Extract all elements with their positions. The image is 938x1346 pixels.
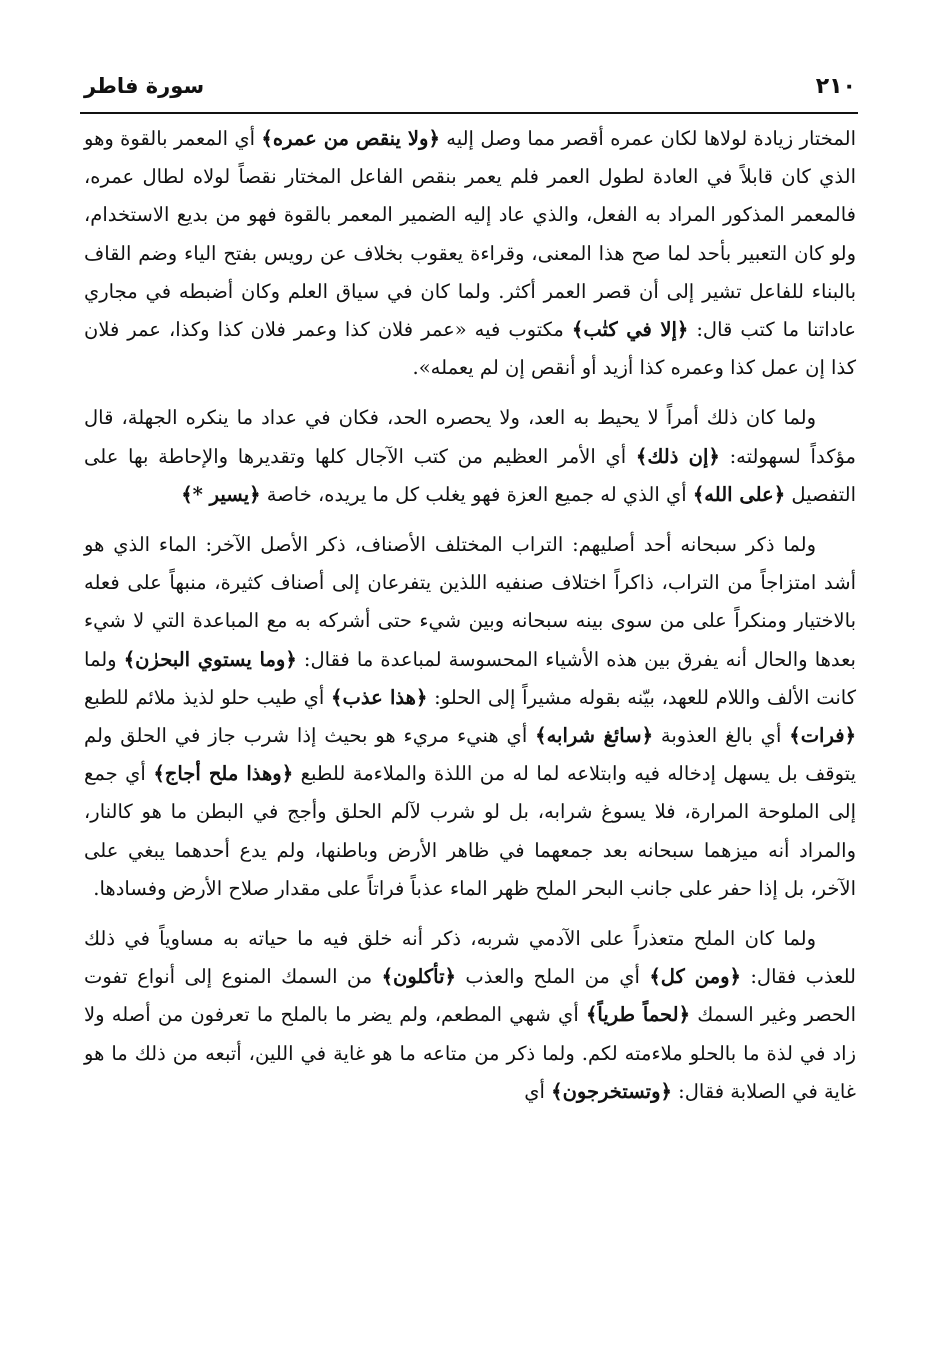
- quran-bracket: ﴾: [331, 685, 343, 709]
- quran-bracket: ﴿: [660, 1079, 672, 1103]
- running-title: سورة فاطر: [84, 74, 205, 98]
- text-run: المختار زيادة لولاها لكان عمره أقصر مما وصل إليه: [439, 127, 856, 150]
- quran-bracket: ﴾: [123, 647, 136, 671]
- page-number: ٢١٠: [815, 74, 856, 99]
- quran-quote: وما يستوي البحرٰن: [135, 647, 286, 671]
- text-run: من السمك المنوع إلى أنواع تفوت الحصر وغير السمك: [84, 965, 856, 1027]
- text-run: أي الذي له جميع العزة فهو يغلب كل ما يريده، خاصة: [260, 482, 693, 506]
- paragraph: [84, 120, 856, 387]
- quran-quote: إن ذلك: [647, 444, 709, 468]
- text-run: أي طيب حلو لذيذ ملائم للطبع: [84, 685, 332, 709]
- paragraph: [84, 920, 856, 1111]
- quran-bracket: ﴾: [381, 965, 394, 989]
- quran-bracket: ﴾: [585, 1003, 598, 1027]
- paragraph: [84, 526, 856, 908]
- quran-quote: ولا ينقص من عمره: [272, 127, 429, 150]
- quran-quote: وتستخرجون: [562, 1079, 661, 1103]
- text-run: مكتوب فيه «عمر فلان كذا وعمر فلان كذا وكذا، عمر فلان كذا إن عمل كذا وعمره كذا أزيد أو أنقص إن لم يعمله».: [84, 318, 856, 380]
- quran-bracket: ﴾: [153, 762, 165, 786]
- quran-bracket: ﴾: [789, 724, 801, 748]
- text-run: أي: [524, 1079, 552, 1103]
- quran-quote: هذا عذب: [342, 685, 416, 709]
- quran-quote: إلا في كتٰب: [583, 318, 677, 342]
- text-run: أي جمع إلى الملوحة المرارة، فلا يسوغ شرابه، بل لو شرب لآلم الحلق وأجج في البطن ما هو كالنار، والمراد أنه ميزهما سبحانه بعد جمعهما في ظاهر الأرض وباطنها، ولم يدع أحدهما يبغي على الآخر، بل إذا حفر على جانب البحر الملح ظهر الماء عذباً فراتاً على مقدار صلاح الأرض وفسادها.: [84, 762, 856, 900]
- quran-quote: لحماً طرياً: [597, 1003, 679, 1027]
- text-run: أي الأمر العظيم من كتب الآجال كلها وتقديرها والإحاطة بها على التفصيل: [84, 444, 856, 506]
- text-run: أي شهي المطعم، ولم يضر ما بالملح ما تعرفون من أصله ولا زاد في لذة ما بالحلو ملاءمته لكم. ولما ذكر من متاعه ما هو غاية في اللين، أتبعه من ذلك ما هو غاية في الصلابة فقال:: [84, 1003, 856, 1103]
- quran-bracket: ﴾: [692, 482, 705, 506]
- quran-quote: يسير *: [192, 482, 250, 506]
- quran-bracket: ﴿: [708, 444, 720, 468]
- quran-bracket: ﴿: [844, 724, 856, 748]
- header-rule: [80, 112, 858, 114]
- quran-quote: على الله: [704, 482, 774, 506]
- quran-bracket: ﴿: [773, 482, 786, 506]
- quran-bracket: ﴾: [571, 318, 584, 342]
- quran-bracket: ﴿: [676, 318, 689, 342]
- quran-bracket: ﴿: [285, 647, 297, 671]
- text-run: أي هنيء مريء هو بحيث إذا شرب جاز في الحلق ولم يتوقف بل يسهل إدخاله فيه وابتلاعه لما له من اللذة والملاءمة للطبع: [84, 724, 856, 786]
- quran-bracket: ﴾: [261, 127, 273, 150]
- text-run: ولما ذكر سبحانه أحد أصليهم: التراب المختلف الأصناف، ذكر الأصل الآخر: الماء الذي هو أشد امتزاجاً من التراب، ذاكراً اختلاف صنفيه اللذين يتفرعان إلى أصناف كثيرة، منبهاً على فعله بالاختيار ومنكراً على من سوى بينه سبحانه وبين شيء حتى أشركه به مع المباعدة التي لا شيء بعدها والحال أنه يفرق بين هذه الأشياء المحسوسة لمباعدة ما فقال:: [84, 533, 856, 671]
- quran-bracket: ﴾: [649, 965, 661, 989]
- paragraph: [84, 399, 856, 514]
- text-run: أي المعمر بالقوة وهو الذي كان قابلاً في العادة لطول العمر فلم يعمر بنقص الفاعل المختار نقصاً لولاه لطال عمره، فالمعمر المذكور المراد به الفعل، والذي عاد إليه الضمير المعمر بالقوة فهو من بديع الاستخدام، ولو كان التعبير بأحد لما صح هذا المعنى، وقراءة يعقوب بخلاف عن رويس بفتح الياء وضم القاف بالبناء للفاعل تشير إلى أن قصر العمر أكثر. ولما كان في سياق العلم وكان أضبطه في مجاري عاداتنا ما كتب قال:: [84, 127, 856, 342]
- quran-bracket: ﴾: [551, 1079, 563, 1103]
- quran-bracket: ﴾: [535, 724, 547, 748]
- quran-bracket: ﴿: [415, 685, 428, 709]
- quran-quote: وهذا ملح أجاج: [164, 762, 282, 786]
- text-run: أي من الملح والعذب: [455, 965, 650, 989]
- quran-bracket: ﴿: [678, 1003, 691, 1027]
- quran-bracket: ﴿: [249, 482, 261, 506]
- quran-bracket: ﴾: [181, 482, 193, 506]
- text-run: ولما كان الملح متعذراً على الآدمي شربه، ذكر أنه خلق فيه ما حياته به مساوياً في ذلك للعذب فقال:: [84, 927, 856, 989]
- page-header: [84, 72, 856, 112]
- quran-bracket: ﴿: [281, 762, 294, 786]
- text-run: أي بالغ العذوبة: [653, 724, 790, 748]
- quran-bracket: ﴿: [641, 724, 653, 748]
- quran-bracket: ﴿: [729, 965, 741, 989]
- quran-bracket: ﴾: [635, 444, 648, 468]
- quran-bracket: ﴿: [444, 965, 456, 989]
- quran-quote: سائغ شرابه: [546, 724, 642, 748]
- quran-quote: ومن كل: [660, 965, 730, 989]
- text-run: ولما كان ذلك أمراً لا يحيط به العد، ولا يحصره الحد، فكان في عداد ما ينكره الجهلة، قال مؤكداً لسهولته:: [84, 406, 856, 468]
- body-text: [84, 120, 856, 1111]
- quran-bracket: ﴿: [428, 127, 440, 150]
- quran-quote: فرات: [800, 724, 845, 748]
- text-run: ولما كانت الألف واللام للعهد، بيّنه بقوله مشيراً إلى الحلو:: [84, 647, 856, 709]
- quran-quote: تأكلون: [393, 965, 445, 989]
